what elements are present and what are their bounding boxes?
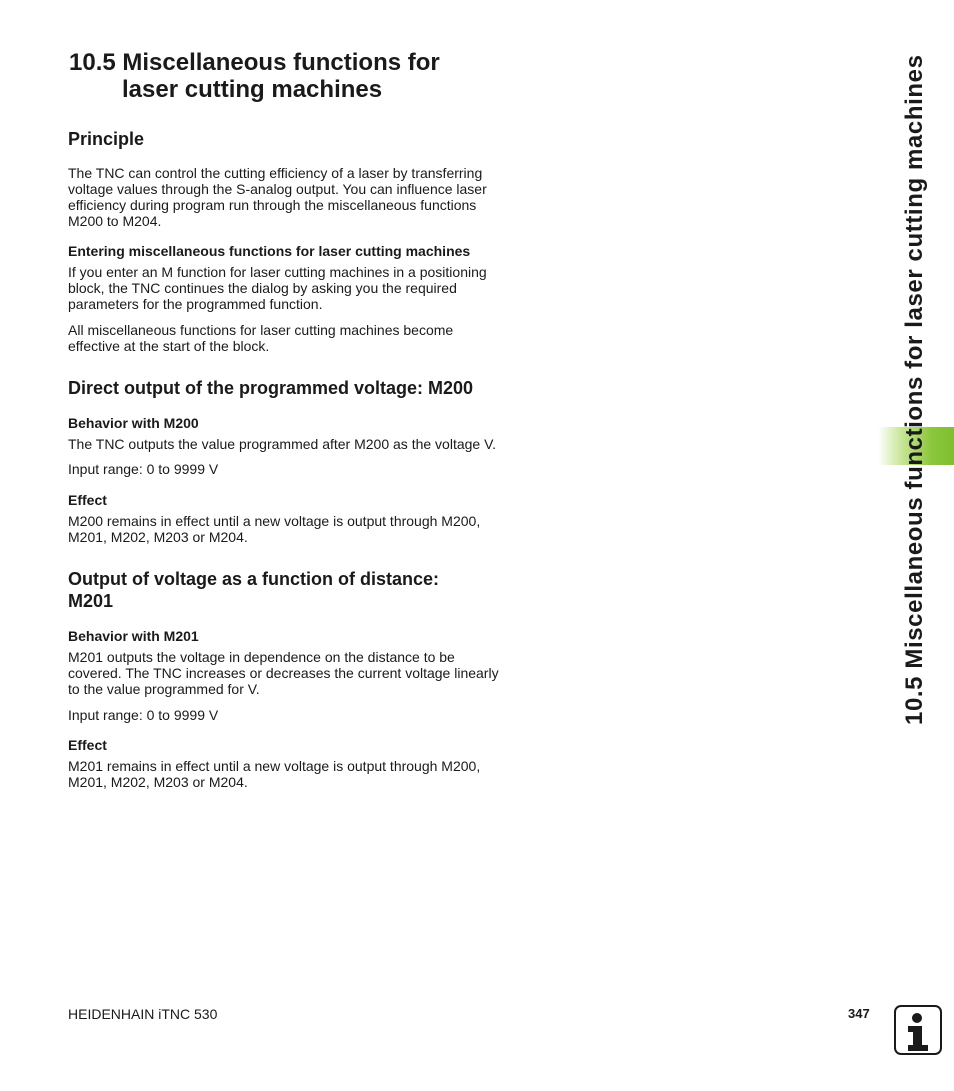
effective-paragraph (68, 322, 523, 354)
heading-m201 (68, 568, 439, 612)
text-line: covered. The TNC increases or decreases the current voltage linearly (68, 665, 499, 681)
info-icon (894, 1005, 942, 1055)
text-line: voltage values through the S-analog output. You can influence laser (68, 181, 487, 197)
page-title (69, 49, 440, 103)
entering-paragraph (68, 264, 523, 312)
text-line: All miscellaneous functions for laser cutting machines become (68, 322, 454, 338)
text-line: M200 remains in effect until a new voltage is output through M200, (68, 513, 481, 529)
m201-input-range: Input range: 0 to 9999 V (68, 707, 219, 723)
behavior-m201-paragraph (68, 649, 523, 697)
page-number: 347 (848, 1006, 870, 1021)
text-line: If you enter an M function for laser cutting machines in a positioning (68, 264, 487, 280)
text-line: M201, M202, M203 or M204. (68, 529, 248, 545)
heading-m201-line-2: M201 (68, 591, 114, 611)
side-title: 10.5 Miscellaneous functions for laser cutting machines (901, 54, 928, 725)
text-line: M201 outputs the voltage in dependence on the distance to be (68, 649, 455, 665)
heading-m200: Direct output of the programmed voltage: M200 (68, 378, 474, 398)
text-line: efficiency during program run through the miscellaneous functions (68, 197, 477, 213)
subheading-effect-m200: Effect (68, 492, 107, 508)
text-line: M200 to M204. (68, 213, 162, 229)
principle-paragraph (68, 165, 523, 229)
text-line: to the value programmed for V. (68, 681, 260, 697)
text-line: parameters for the programmed function. (68, 296, 323, 312)
side-title-container (893, 55, 937, 725)
behavior-m200-text: The TNC outputs the value programmed after M200 as the voltage V. (68, 436, 497, 452)
text-line: effective at the start of the block. (68, 338, 270, 354)
heading-m201-line-1: Output of voltage as a function of distance: (68, 569, 440, 589)
text-line: The TNC can control the cutting efficiency of a laser by transferring (68, 165, 483, 181)
page-title-line-2: laser cutting machines (122, 76, 383, 103)
footer-brand: HEIDENHAIN iTNC 530 (68, 1006, 218, 1022)
page-title-line-1: 10.5 Miscellaneous functions for (69, 49, 440, 76)
text-line: M201 remains in effect until a new voltage is output through M200, (68, 758, 481, 774)
effect-m200-paragraph (68, 513, 523, 545)
subheading-entering: Entering miscellaneous functions for laser cutting machines (68, 243, 471, 259)
subheading-behavior-m201: Behavior with M201 (68, 628, 199, 644)
heading-principle: Principle (68, 129, 145, 149)
text-line: M201, M202, M203 or M204. (68, 774, 248, 790)
subheading-effect-m201: Effect (68, 737, 107, 753)
text-line: block, the TNC continues the dialog by asking you the required (68, 280, 457, 296)
m200-input-range: Input range: 0 to 9999 V (68, 461, 219, 477)
effect-m201-paragraph (68, 758, 523, 790)
subheading-behavior-m200: Behavior with M200 (68, 415, 199, 431)
